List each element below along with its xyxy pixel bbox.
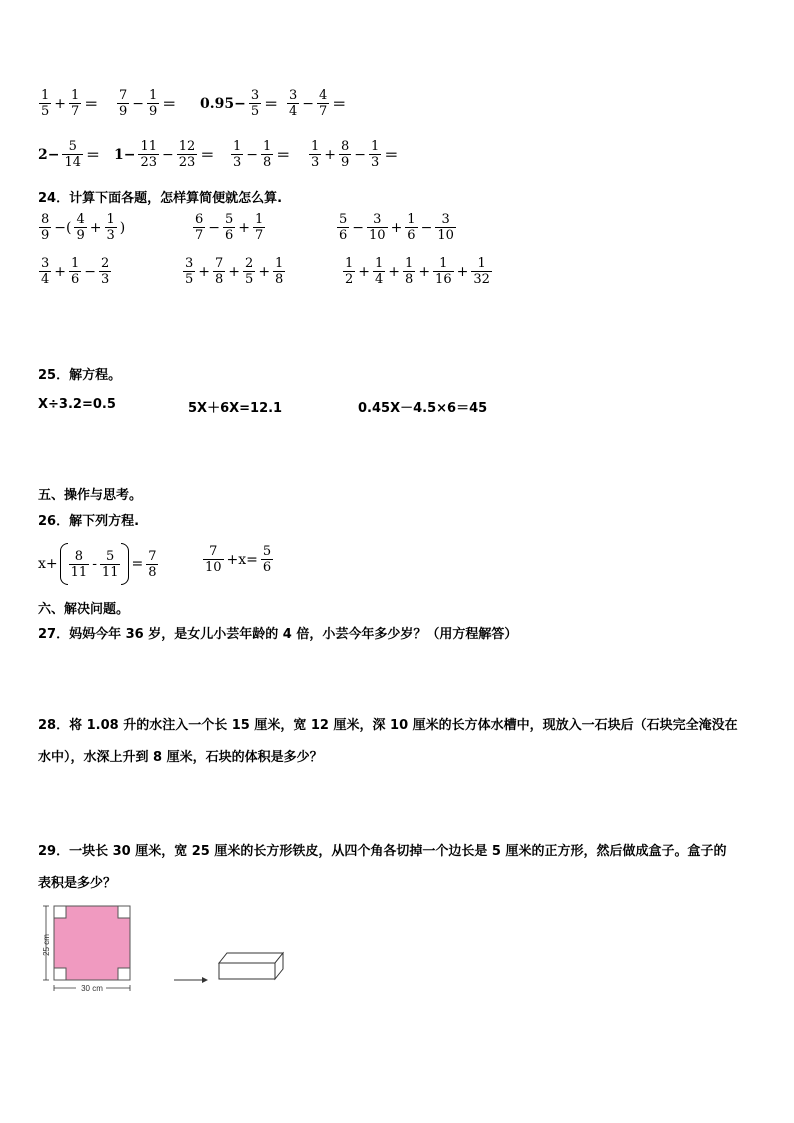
q24-expr4: $\frac{3}{4}$ + $\frac{1}{6}$ − $\frac{2}{3}$ [41,256,110,287]
cut-corner-top-right [118,906,130,918]
fraction: $\frac{1}{8}$ [263,139,272,170]
section-6-heading: 六、解决问题。 [38,602,130,617]
fraction: $\frac{1}{7}$ [71,88,80,119]
fraction: $\frac{1}{7}$ [255,212,264,243]
fraction: $\frac{5}{14}$ [64,139,82,170]
oral-calc-row2-expr4: $\frac{1}{3}$ + $\frac{8}{9}$ − $\frac{1}{3}$ ＝ [311,139,399,170]
oral-calc-row2-expr2: 1− $\frac{11}{23}$ − $\frac{12}{23}$ ＝ [114,139,215,170]
fraction: $\frac{1}{6}$ [407,212,416,243]
q24-expr5: $\frac{3}{5}$ + $\frac{7}{8}$ + $\frac{2}{5}$ + $\frac{1}{8}$ [185,256,284,287]
oral-calc-row1-expr4: $\frac{3}{4}$ − $\frac{4}{7}$ ＝ [289,88,347,119]
question-29-line1: 29．一块长 30 厘米，宽 25 厘米的长方形铁皮，从四个角各切掉一个边长是 5 厘米的正方形，然后做成盒子。盒子的 [38,844,727,859]
question-29-line2: 表积是多少？ [38,876,117,891]
fraction: $\frac{1}{2}$ [345,256,354,287]
fraction: $\frac{2}{5}$ [245,256,254,287]
fraction: $\frac{5}{6}$ [339,212,348,243]
fraction: $\frac{8}{9}$ [341,139,350,170]
q25-equation1: X÷3.2=0.5 [38,397,116,412]
question-25-title: 25．解方程。 [38,368,122,383]
fraction: $\frac{1}{32}$ [473,256,490,287]
open-box-icon [219,953,283,979]
fraction: $\frac{8}{11}$ [70,548,88,580]
question-27: 27．妈妈今年 36 岁，是女儿小芸年龄的 4 倍，小芸今年多少岁？（用方程解答） [38,627,518,642]
left-paren [60,543,68,585]
fraction: $\frac{4}{7}$ [319,88,328,119]
fraction: $\frac{7}{8}$ [215,256,224,287]
q24-expr2: $\frac{6}{7}$ − $\frac{5}{6}$ + $\frac{1}{7}$ [195,212,264,243]
question-28-line2: 水中），水深上升到 8 厘米，石块的体积是多少？ [38,750,323,765]
fraction: $\frac{5}{6}$ [225,212,234,243]
fraction: $\frac{2}{3}$ [101,256,110,287]
fraction: $\frac{4}{9}$ [76,212,85,243]
q26-equation2: $\frac{7}{10}$ +x= $\frac{5}{6}$ [205,544,272,575]
question-28-line1: 28．将 1.08 升的水注入一个长 15 厘米，宽 12 厘米，深 10 厘米的长方体水槽中，现放入一石块后（石块完全淹没在 [38,718,738,733]
fraction: $\frac{3}{4}$ [289,88,298,119]
oral-calc-row2-expr3: $\frac{1}{3}$ − $\frac{1}{8}$ ＝ [233,139,291,170]
oral-calc-row2-expr1: 2− $\frac{5}{14}$ ＝ [38,139,101,170]
fraction: $\frac{3}{4}$ [41,256,50,287]
fraction: $\frac{7}{8}$ [148,548,157,580]
fraction: $\frac{1}{9}$ [149,88,158,119]
fraction: $\frac{1}{8}$ [275,256,284,287]
fraction: $\frac{7}{9}$ [119,88,128,119]
question-26-title: 26．解下列方程. [38,514,140,529]
oral-calc-row1-expr1: $\frac{1}{5}$ + $\frac{1}{7}$ ＝ [41,88,99,119]
fraction: $\frac{1}{3}$ [311,139,320,170]
q24-expr6: $\frac{1}{2}$ + $\frac{1}{4}$ + $\frac{1}{8}$ + $\frac{1}{16}$ + $\frac{1}{32}$ [345,256,490,287]
right-paren [121,543,129,585]
question-24-title: 24．计算下面各题，怎样算简便就怎么算. [38,191,283,206]
fraction: $\frac{3}{5}$ [185,256,194,287]
fraction: $\frac{1}{3}$ [371,139,380,170]
fraction: $\frac{1}{5}$ [41,88,50,119]
height-label: 25 cm [42,934,51,956]
fraction: $\frac{1}{8}$ [405,256,414,287]
oral-calc-row1-expr2: $\frac{7}{9}$ − $\frac{1}{9}$ ＝ [119,88,177,119]
q25-equation2: 5X＋6X=12.1 [188,401,283,416]
cut-corner-bottom-left [54,968,66,980]
fraction: $\frac{5}{11}$ [101,548,119,580]
fraction: $\frac{6}{7}$ [195,212,204,243]
fraction: $\frac{1}{16}$ [435,256,452,287]
q24-expr3: $\frac{5}{6}$ − $\frac{3}{10}$ + $\frac{1}{6}$ − $\frac{3}{10}$ [339,212,454,243]
cut-corner-top-left [54,906,66,918]
fraction: $\frac{1}{3}$ [233,139,242,170]
fraction: $\frac{1}{6}$ [71,256,80,287]
oral-calc-row1-expr3: 0.95− $\frac{3}{5}$ ＝ [200,88,279,119]
section-5-heading: 五、操作与思考。 [38,488,143,503]
fraction: $\frac{5}{6}$ [262,544,272,575]
fraction: $\frac{7}{10}$ [205,544,222,575]
width-label: 30 cm [81,984,103,993]
fraction: $\frac{3}{5}$ [250,88,260,119]
cut-corner-bottom-right [118,968,130,980]
q26-equation1: x+ $\frac{8}{11}$ - $\frac{5}{11}$ = $\frac{7}{8}$ [36,543,159,585]
fraction: $\frac{3}{10}$ [369,212,386,243]
fraction: $\frac{1}{3}$ [106,212,115,243]
fraction: $\frac{12}{23}$ [178,139,196,170]
fraction: $\frac{3}{10}$ [437,212,454,243]
fraction: $\frac{8}{9}$ [41,212,50,243]
q24-expr1: $\frac{8}{9}$ −( $\frac{4}{9}$ + $\frac{1}{3}$ ) [41,212,126,243]
fraction: $\frac{1}{4}$ [375,256,384,287]
q25-equation3: 0.45X－4.5×6＝45 [358,401,488,416]
box-net-figure [38,900,298,996]
fraction: $\frac{11}{23}$ [140,139,158,170]
